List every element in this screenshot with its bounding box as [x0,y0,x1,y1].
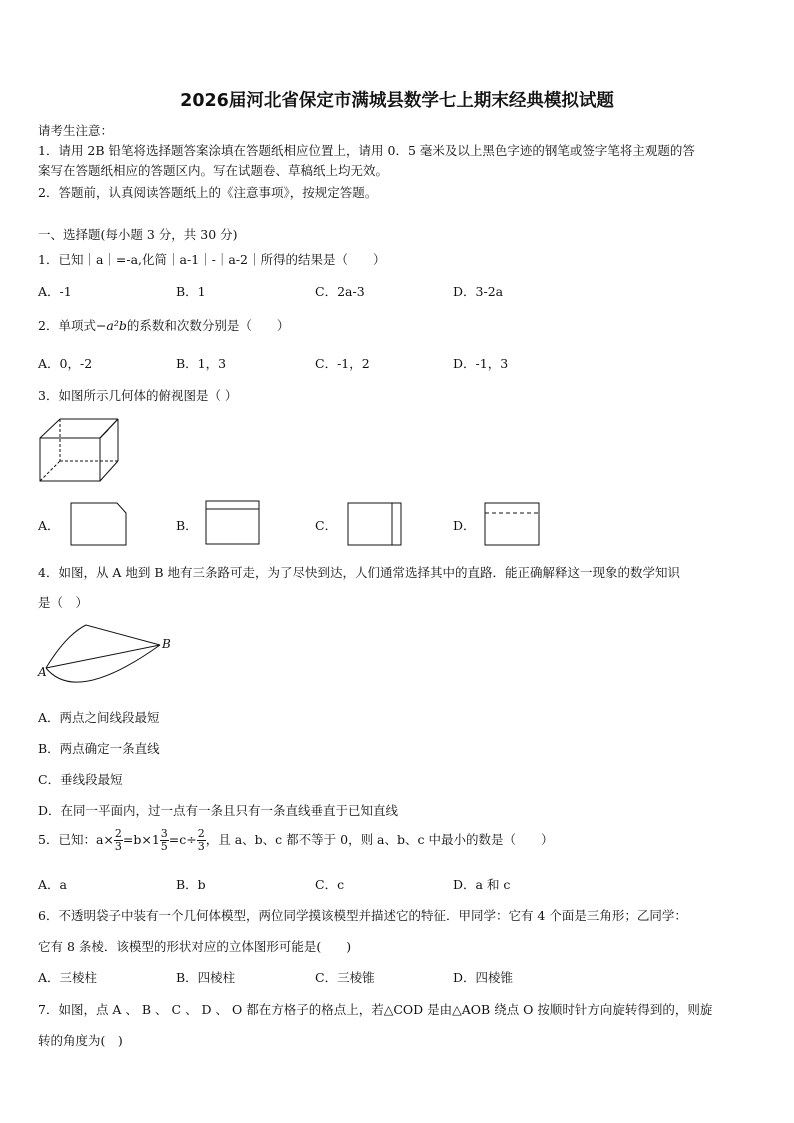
q5-fraction-2-denominator: 5 [160,840,168,853]
q1-option-d: D．3-2a [453,284,504,299]
q3-option-b-figure [205,500,261,546]
q3-option-c-figure [347,502,403,546]
q5-fraction-1 [114,828,123,853]
q5-fraction-1-numerator: 2 [114,827,122,840]
question-3-text: 3．如图所示几何体的俯视图是（ ） [38,388,238,403]
q3-option-a-figure [70,502,128,546]
notice-heading: 请考生注意： [38,123,114,138]
page-title: 2026届河北省保定市满城县数学七上期末经典模拟试题 [180,91,614,111]
q2-option-d: D．-1，3 [453,356,509,371]
q5-fraction-2 [160,828,169,853]
section-heading: 一、选择题(每小题 3 分，共 30 分) [38,227,238,242]
q2-option-c: C．-1，2 [315,356,370,371]
point-b-label: B [162,637,171,651]
q4-option-c: C．垂线段最短 [38,772,123,787]
q3-option-c-label: C． [315,518,338,533]
question-1-text: 1．已知｜a｜=-a,化简｜a-1｜-｜a-2｜所得的结果是（ ） [38,252,386,267]
q5-fraction-3-denominator: 3 [197,840,205,853]
question-2-text [38,316,289,334]
notice-line-2: 2．答题前，认真阅读答题纸上的《注意事项》，按规定答题。 [38,185,378,200]
point-a-label: A [38,665,47,679]
q5-fraction-3 [197,828,206,853]
q6-option-c: C．三棱锥 [315,970,375,985]
q2-expression: −a²b [95,318,127,333]
question-7-text-b: 转的角度为( ) [38,1033,123,1048]
q5-option-d: D．a 和 c [453,877,511,892]
q3-option-a-label: A． [38,518,60,533]
q2-prefix: 2．单项式 [38,318,96,333]
q5-fraction-2-numerator: 3 [160,827,168,840]
q1-option-b: B．1 [176,284,206,299]
q5-option-c: C．c [315,877,345,892]
q3-option-d-figure [484,502,544,546]
q6-option-a: A．三棱柱 [38,970,98,985]
q5-fraction-3-numerator: 2 [197,827,205,840]
question-7-text-a: 7．如图，点 A 、 B 、 C 、 D 、 O 都在方格子的格点上，若△COD 是由△AOB 绕点 O 按顺时针方向旋转得到的，则旋 [38,1002,713,1017]
q3-option-b-label: B． [176,518,198,533]
q3-option-d-label: D． [453,518,476,533]
q6-option-d: D．四棱锥 [453,970,514,985]
q5-fraction-1-denominator: 3 [114,840,122,853]
q4-option-d: D．在同一平面内，过一点有一条且只有一条直线垂直于已知直线 [38,803,399,818]
question-6-text-a: 6．不透明袋子中装有一个几何体模型，两位同学摸该模型并描述它的特征．甲同学：它有 4 个面是三角形；乙同学： [38,908,687,923]
q2-suffix: 的系数和次数分别是（ ） [126,318,290,333]
notice-line-1a: 1．请用 2B 铅笔将选择题答案涂填在答题纸相应位置上，请用 0．5 毫米及以上黑色字迹的钢笔或签字笔将主观题的答 [38,143,695,158]
q6-option-b: B．四棱柱 [176,970,236,985]
question-4-text-b: 是（ ） [38,595,89,610]
q4-option-a: A．两点之间线段最短 [38,710,160,725]
solid-figure [38,416,123,486]
question-5-text [38,828,553,853]
question-4-text-a: 4．如图，从 A 地到 B 地有三条路可走，为了尽快到达，人们通常选择其中的直路．能正确解释这一现象的数学知识 [38,565,681,580]
q1-option-a: A．-1 [38,284,72,299]
q5-suffix: ，且 a、b、c 都不等于 0，则 a、b、c 中最小的数是（ ） [205,832,554,847]
q4-option-b: B．两点确定一条直线 [38,741,160,756]
notice-line-1b: 案写在答题纸相应的答题区内。写在试题卷、草稿纸上均无效。 [38,163,389,178]
q5-mid-2: =c÷ [168,832,197,847]
q5-mid-1: =b×1 [122,832,160,847]
q2-option-b: B．1，3 [176,356,227,371]
q1-option-c: C．2a-3 [315,284,365,299]
q5-prefix: 5．已知：a× [38,832,114,847]
q5-option-b: B．b [176,877,206,892]
q5-option-a: A．a [38,877,67,892]
question-6-text-b: 它有 8 条棱．该模型的形状对应的立体图形可能是( ) [38,939,352,954]
q2-option-a: A．0，-2 [38,356,93,371]
three-routes-figure [36,620,176,695]
